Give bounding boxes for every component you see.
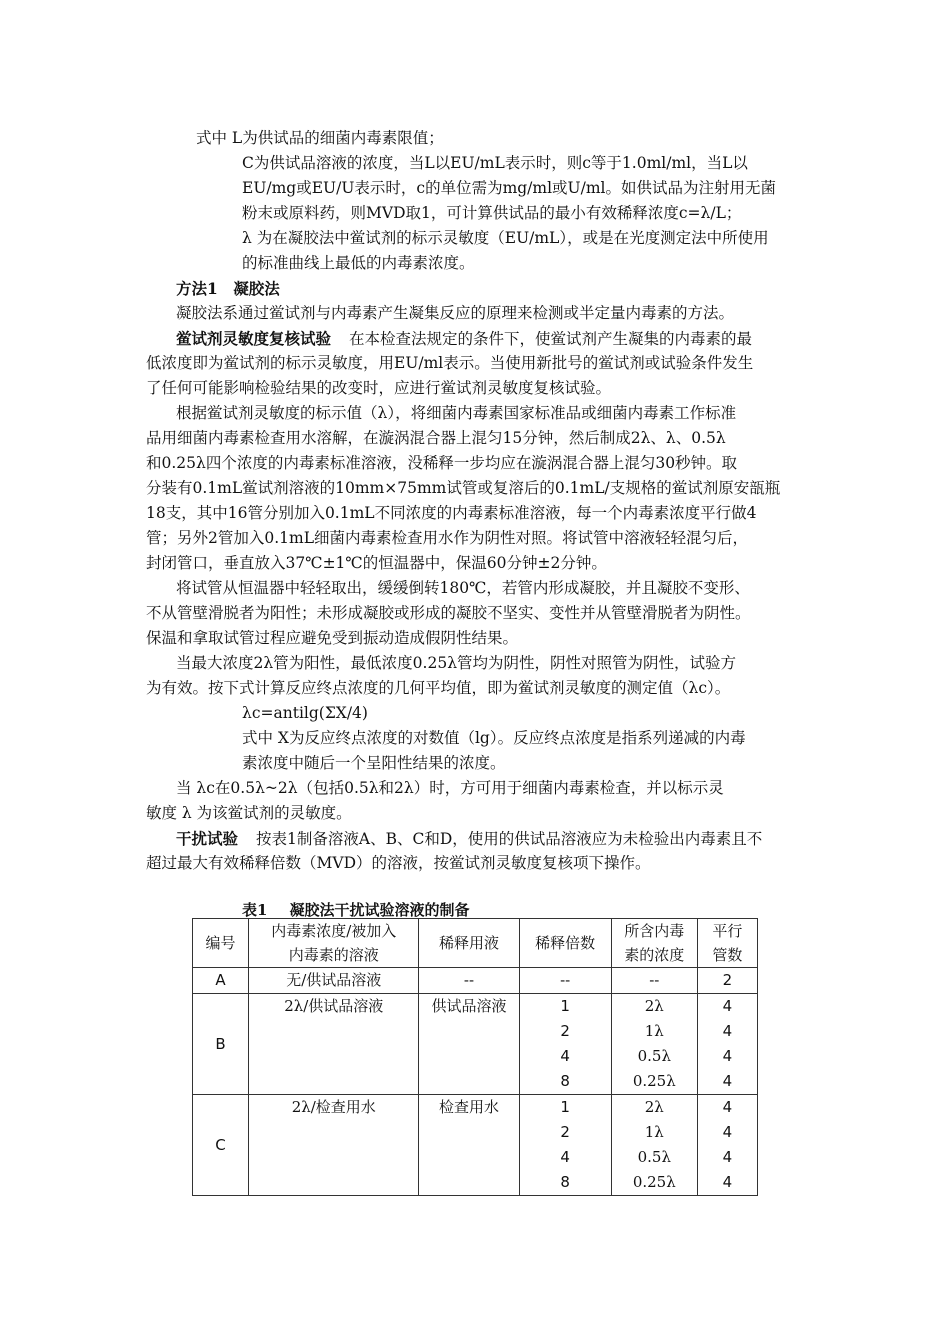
paragraph-line: [176, 826, 762, 852]
cell-value: 1: [560, 1098, 570, 1116]
cell-value: 4: [722, 1123, 733, 1141]
header-text: 管数: [712, 946, 743, 964]
table-cell: [697, 994, 757, 1095]
table-cell: 2: [697, 968, 757, 994]
cell-value: 0.5λ: [637, 1148, 671, 1166]
table-cell: [519, 994, 611, 1095]
paragraph-line: EU/mg或EU/U表示时，c的单位需为mg/ml或U/ml。如供试品为注射用无菌: [242, 179, 777, 197]
table-cell: 2λ/供试品溶液: [249, 994, 419, 1095]
paragraph-line: C为供试品溶液的浓度，当L以EU/mL表示时，则c等于1.0ml/ml，当L以: [242, 154, 748, 172]
cell-value: 8: [560, 1072, 570, 1090]
header-cell: [249, 919, 419, 968]
cell-value: 2: [560, 1123, 570, 1141]
paragraph-line: 当 λc在0.5λ~2λ（包括0.5λ和2λ）时，方可用于细菌内毒素检查，并以标示灵: [176, 779, 724, 797]
header-cell: [611, 919, 697, 968]
paragraph-line: 式中 X为反应终点浓度的对数值（lg）。反应终点浓度是指系列递减的内毒: [242, 729, 746, 747]
cell-value: 4: [560, 1047, 570, 1065]
header-cell: 编号: [193, 919, 249, 968]
header-text: 内毒素的溶液: [288, 946, 379, 964]
cell-value: 0.25λ: [632, 1173, 676, 1191]
paragraph-line: 素浓度中随后一个呈阳性结果的浓度。: [242, 754, 506, 772]
table-row: [193, 1095, 758, 1196]
header-text: 素的浓度: [624, 946, 685, 964]
cell-value: 0.25λ: [632, 1072, 676, 1090]
table-cell: --: [611, 968, 697, 994]
cell-value: 4: [722, 1047, 733, 1065]
cell-value: 8: [560, 1173, 570, 1191]
cell-value: 4: [722, 1072, 733, 1090]
paragraph-line: 粉末或原料药，则MVD取1，可计算供试品的最小有效稀释浓度c=λ/L；: [242, 204, 742, 222]
paragraph-line: 为有效。按下式计算反应终点浓度的几何平均值，即为鲎试剂灵敏度的测定值（λc）。: [146, 679, 731, 697]
table-cell: 供试品溶液: [419, 994, 519, 1095]
paragraph-line: 管；另外2管加入0.1mL细菌内毒素检查用水作为阴性对照。将试管中溶液轻轻混匀后，: [146, 529, 749, 547]
header-text: 内毒素浓度/被加入: [271, 922, 397, 940]
paragraph-line: λ 为在凝胶法中鲎试剂的标示灵敏度（EU/mL），或是在光度测定法中所使用: [242, 229, 769, 247]
paragraph-line: 了任何可能影响检验结果的改变时，应进行鲎试剂灵敏度复核试验。: [146, 379, 612, 397]
cell-value: 2λ: [644, 997, 664, 1015]
table-cell: [611, 994, 697, 1095]
header-text: 平行: [712, 922, 743, 940]
recheck-title: 鲎试剂灵敏度复核试验: [176, 329, 332, 348]
header-cell: 稀释用液: [419, 919, 519, 968]
cell-value: 0.5λ: [637, 1047, 671, 1065]
table-cell: B: [193, 994, 249, 1095]
paragraph-text: 在本检查法规定的条件下，使鲎试剂产生凝集的内毒素的最: [349, 330, 753, 348]
table-cell: [519, 1095, 611, 1196]
table-cell: 无/供试品溶液: [249, 968, 419, 994]
table-cell: 2λ/检查用水: [249, 1095, 419, 1196]
interference-table: [192, 918, 758, 1196]
table-cell: --: [419, 968, 519, 994]
header-cell: 稀释倍数: [519, 919, 611, 968]
cell-value: 4: [722, 1098, 733, 1116]
table-cell: --: [519, 968, 611, 994]
paragraph-text: 按表1制备溶液A、B、C和D，使用的供试品溶液应为未检验出内毒素且不: [256, 830, 763, 848]
table-cell: [697, 1095, 757, 1196]
paragraph-line: 不从管壁滑脱者为阳性；未形成凝胶或形成的凝胶不坚实、变性并从管壁滑脱者为阴性。: [146, 604, 751, 622]
paragraph-line: 凝胶法系通过鲎试剂与内毒素产生凝集反应的原理来检测或半定量内毒素的方法。: [176, 304, 735, 322]
paragraph-line: [176, 326, 752, 352]
paragraph-line: 根据鲎试剂灵敏度的标示值（λ），将细菌内毒素国家标准品或细菌内毒素工作标准: [176, 404, 737, 422]
cell-value: 4: [722, 1148, 733, 1166]
cell-value: 2λ: [644, 1098, 664, 1116]
cell-value: 4: [722, 1173, 733, 1191]
header-text: 所含内毒: [624, 922, 685, 940]
paragraph-line: 低浓度即为鲎试剂的标示灵敏度，用EU/ml表示。当使用新批号的鲎试剂或试验条件发生: [146, 354, 754, 372]
table-cell: 检查用水: [419, 1095, 519, 1196]
header-cell: [697, 919, 757, 968]
paragraph-line: 将试管从恒温器中轻轻取出，缓缓倒转180℃，若管内形成凝胶，并且凝胶不变形、: [176, 579, 750, 597]
paragraph-line: 超过最大有效稀释倍数（MVD）的溶液，按鲎试剂灵敏度复核项下操作。: [146, 854, 651, 872]
paragraph-line: 品用细菌内毒素检查用水溶解，在漩涡混合器上混匀15分钟，然后制成2λ、λ、0.5λ: [146, 429, 726, 447]
paragraph-line: 18支，其中16管分别加入0.1mL不同浓度的内毒素标准溶液，每一个内毒素浓度平行做4: [146, 504, 757, 522]
table-cell: C: [193, 1095, 249, 1196]
paragraph-line: 和0.25λ四个浓度的内毒素标准溶液，没稀释一步均应在漩涡混合器上混匀30秒钟。取: [146, 454, 738, 472]
cell-value: 4: [722, 1022, 733, 1040]
paragraph-line: 当最大浓度2λ管为阳性，最低浓度0.25λ管均为阴性，阴性对照管为阴性，试验方: [176, 654, 737, 672]
paragraph-line: 的标准曲线上最低的内毒素浓度。: [242, 254, 475, 272]
cell-value: 4: [722, 997, 733, 1015]
cell-value: 2: [560, 1022, 570, 1040]
paragraph-line: 分装有0.1mL鲎试剂溶液的10mm×75mm试管或复溶后的0.1mL/支规格的鲎试剂原安瓿瓶: [146, 479, 781, 497]
paragraph-line: 敏度 λ 为该鲎试剂的灵敏度。: [146, 804, 352, 822]
cell-value: 4: [560, 1148, 570, 1166]
table-caption-title: 凝胶法干扰试验溶液的制备: [289, 901, 470, 919]
cell-value: 1λ: [644, 1022, 664, 1040]
table-cell: A: [193, 968, 249, 994]
table-cell: [611, 1095, 697, 1196]
cell-value: 1λ: [644, 1123, 664, 1141]
table-caption: [242, 899, 469, 920]
table-row: [193, 994, 758, 1095]
interference-title: 干扰试验: [176, 829, 239, 848]
table-row: [193, 968, 758, 994]
paragraph-line: 保温和拿取试管过程应避免受到振动造成假阴性结果。: [146, 629, 519, 647]
table-caption-number: 表1: [242, 901, 268, 919]
formula: λc=antilg(ΣX/4): [242, 704, 368, 722]
method-title: 方法1 凝胶法: [176, 279, 280, 298]
paragraph-line: 式中 L为供试品的细菌内毒素限值；: [196, 129, 444, 147]
cell-value: 1: [560, 997, 570, 1015]
table-header-row: [193, 919, 758, 968]
paragraph-line: 封闭管口，垂直放入37℃±1℃的恒温器中，保温60分钟±2分钟。: [146, 554, 607, 572]
